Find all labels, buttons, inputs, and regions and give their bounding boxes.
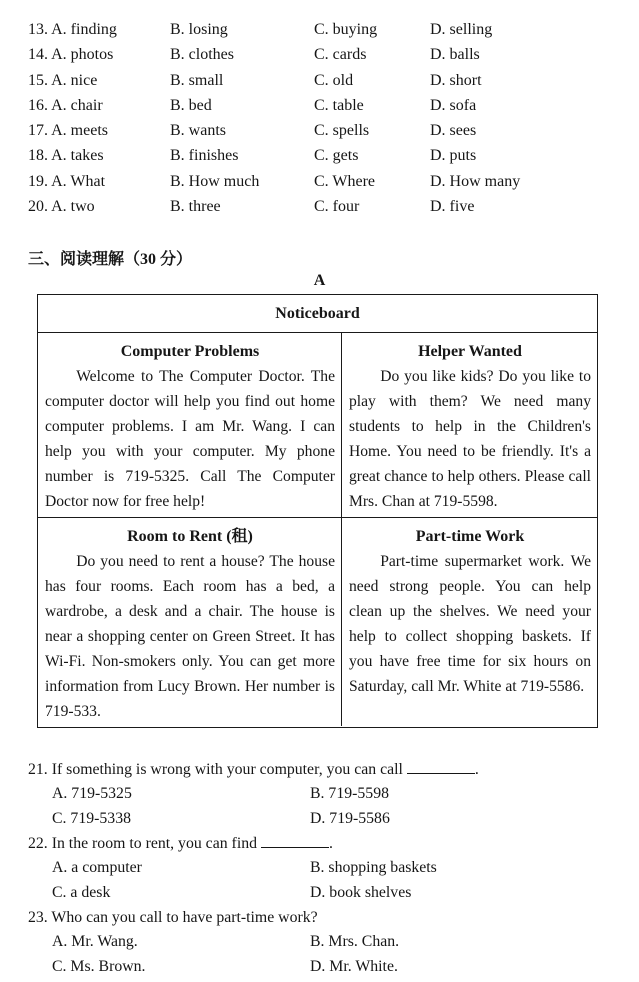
- option-row-15: [28, 68, 628, 93]
- noticeboard: [37, 294, 598, 728]
- option-text: C. spells: [314, 122, 370, 140]
- option-text: D. five: [430, 198, 475, 216]
- answer-option: D. 719-5586: [310, 809, 390, 827]
- question-text: 22. In the room to rent, you can find: [28, 835, 258, 852]
- option-text: D. short: [430, 71, 482, 89]
- option-row-14: [28, 42, 628, 67]
- passage-letter: A: [313, 272, 326, 289]
- option-row-13: [28, 17, 628, 42]
- option-pair: [28, 807, 618, 832]
- answer-option: C. 719-5338: [52, 809, 131, 827]
- notice-heading: Room to Rent (租): [127, 528, 253, 545]
- question-end: .: [328, 835, 333, 852]
- question-text: 21. If something is wrong with your computer, you can call: [28, 761, 403, 778]
- noticeboard-title: Noticeboard: [38, 295, 597, 333]
- option-text: C. four: [314, 198, 360, 216]
- notice-room-to-rent: [38, 518, 342, 726]
- option-pair: [28, 955, 618, 980]
- answer-blank: [407, 759, 475, 774]
- answer-option: C. Ms. Brown.: [52, 957, 146, 975]
- notice-computer-problems: [38, 333, 342, 518]
- option-text: B. clothes: [170, 46, 234, 64]
- question-text: 23. Who can you call to have part-time work?: [28, 909, 318, 926]
- answer-option: C. a desk: [52, 883, 111, 901]
- question-21: [28, 757, 618, 831]
- notice-grid: [38, 333, 597, 726]
- option-text: 20. A. two: [28, 198, 95, 216]
- option-pair: [28, 782, 618, 807]
- notice-body: Part-time supermarket work. We need strong people. You can help clean up the shelves. We need your help to collect shopping baskets. If you have free time for six hours on Saturday, call Mr. White at 719-5586.: [349, 553, 591, 695]
- answer-option: A. a computer: [52, 859, 142, 876]
- answer-option: A. Mr. Wang.: [52, 933, 138, 950]
- question-23: [28, 905, 618, 979]
- option-text: D. balls: [430, 46, 480, 64]
- answer-option: B. Mrs. Chan.: [310, 933, 400, 950]
- notice-heading: Part-time Work: [415, 528, 525, 545]
- notice-body: Do you like kids? Do you like to play with them? We need many students to help in the Children's Home. You need to be friendly. It's a great chance to help others. Please call Mrs. Chan at 719-5598.: [349, 368, 591, 510]
- option-text: D. selling: [430, 21, 493, 38]
- option-pair: [28, 881, 618, 906]
- option-text: D. How many: [430, 172, 521, 190]
- option-text: 14. A. photos: [28, 46, 114, 64]
- option-text: 18. A. takes: [28, 147, 104, 165]
- option-text: 15. A. nice: [28, 71, 98, 89]
- option-row-16: [28, 93, 628, 118]
- notice-helper-wanted: [342, 333, 597, 518]
- option-text: C. Where: [314, 172, 376, 190]
- option-text: 19. A. What: [28, 172, 106, 190]
- option-row-20: [28, 194, 628, 219]
- notice-body: Welcome to The Computer Doctor. The computer doctor will help you find out home computer problems. I am Mr. Wang. I can help you with your computer. My phone number is 719-5325. Call The Computer Doctor now for free help!: [45, 368, 335, 510]
- notice-body: Do you need to rent a house? The house has four rooms. Each room has a bed, a wardrobe, a desk and a chair. The house is near a shopping center on Green Street. It has Wi-Fi. Non-smokers only. You can get more information from Lucy Brown. Her number is 719-533.: [45, 553, 335, 720]
- answer-option: B. shopping baskets: [310, 859, 437, 876]
- answer-option: B. 719-5598: [310, 785, 389, 802]
- option-pair: [28, 930, 618, 955]
- option-text: 13. A. finding: [28, 21, 117, 38]
- option-row-19: [28, 169, 628, 194]
- answer-option: D. Mr. White.: [310, 957, 398, 975]
- question-22: [28, 831, 618, 905]
- option-row-17: [28, 118, 628, 143]
- option-text: B. wants: [170, 122, 226, 140]
- option-text: D. sofa: [430, 96, 477, 114]
- question-stem: [28, 905, 618, 930]
- notice-part-time-work: [342, 518, 597, 726]
- option-text: 17. A. meets: [28, 122, 108, 140]
- option-row-18: [28, 143, 628, 168]
- option-text: B. small: [170, 71, 224, 89]
- section-title: 三、阅读理解（30 分）: [28, 251, 193, 268]
- option-text: 16. A. chair: [28, 96, 103, 114]
- question-end: .: [474, 761, 479, 778]
- option-text: D. sees: [430, 122, 477, 140]
- option-text: B. losing: [170, 21, 228, 38]
- cloze-options-table: [28, 17, 628, 219]
- option-pair: [28, 856, 618, 881]
- option-text: C. table: [314, 96, 364, 114]
- notice-heading: Helper Wanted: [418, 343, 522, 360]
- answer-blank: [261, 833, 329, 848]
- notice-heading: Computer Problems: [120, 343, 260, 360]
- question-stem: [28, 831, 618, 856]
- answer-option: A. 719-5325: [52, 785, 132, 802]
- option-text: C. cards: [314, 46, 367, 64]
- answer-option: D. book shelves: [310, 883, 412, 901]
- option-text: B. finishes: [170, 147, 239, 165]
- option-text: D. puts: [430, 147, 477, 165]
- question-stem: [28, 757, 618, 782]
- option-text: C. buying: [314, 21, 378, 38]
- question-list: [28, 757, 618, 979]
- option-text: B. How much: [170, 172, 260, 190]
- option-text: C. old: [314, 71, 354, 89]
- option-text: B. three: [170, 198, 221, 216]
- option-text: C. gets: [314, 147, 359, 165]
- option-text: B. bed: [170, 96, 212, 114]
